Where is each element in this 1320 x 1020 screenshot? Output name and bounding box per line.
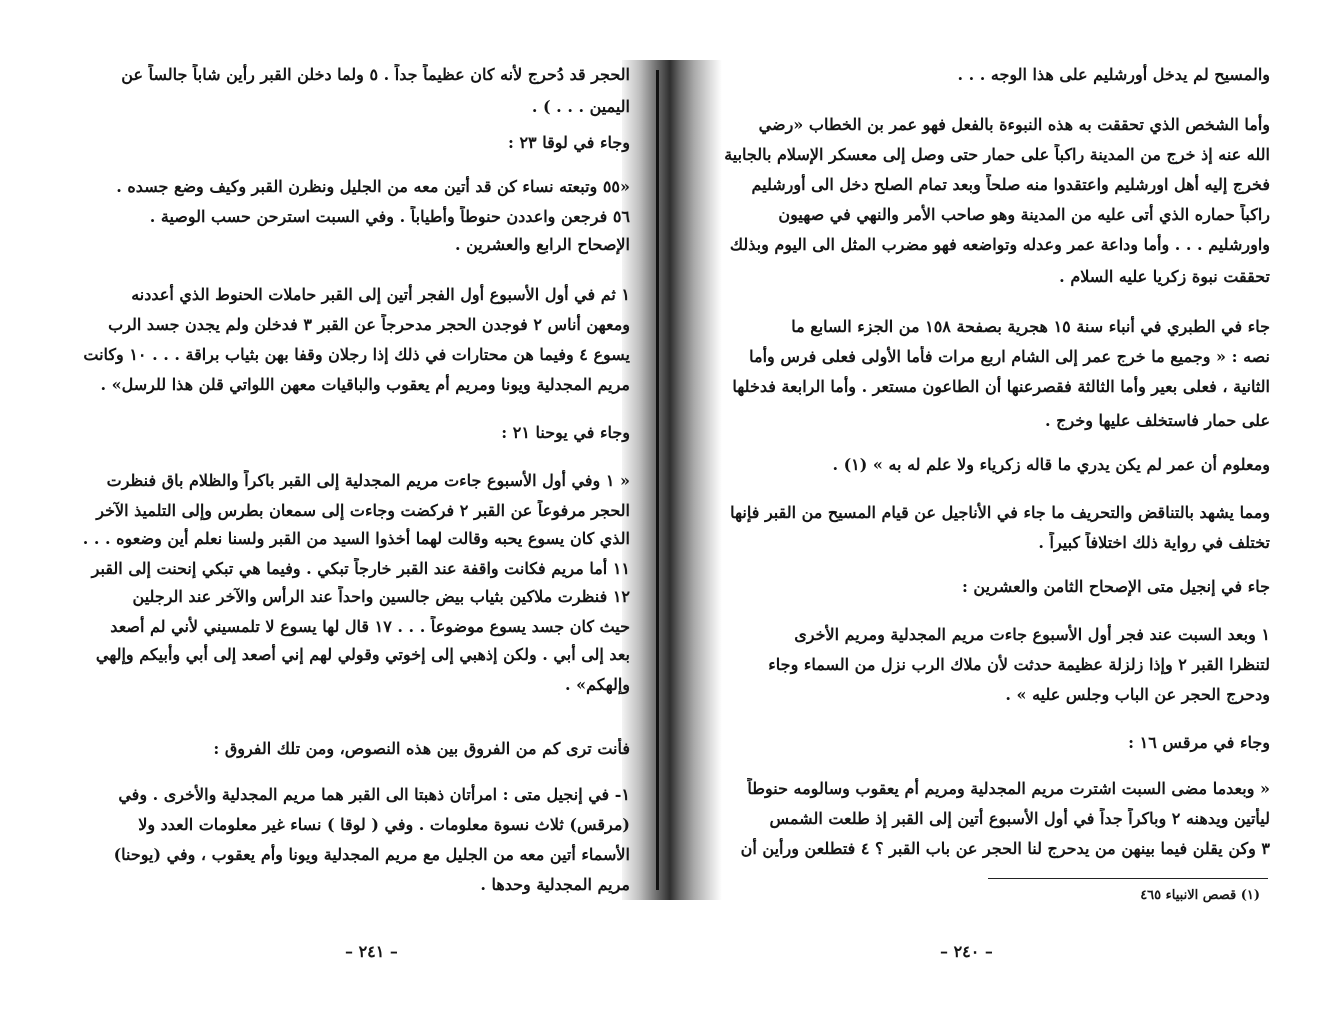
left-line-5: ٥٦ فرجعن واعددن حنوطاً وأطياباً . وفي السبت استرحن حسب الوصية . <box>149 207 630 226</box>
right-line-11: على حمار فاستخلف عليها وخرج . <box>1045 411 1270 430</box>
left-line-23: الأسماء أتين معه من الجليل مع مريم المجدلية ويونا وأم يعقوب ، وفي (يوحنا) <box>113 845 630 864</box>
left-line-3: وجاء في لوقا ٢٣ : <box>507 133 630 152</box>
left-line-21: ١- في إنجيل متى : امرأتان ذهبتا الى القبر هما مريم المجدلية والأخرى . وفي <box>118 785 630 804</box>
left-line-9: يسوع ٤ وفيما هن محتارات في ذلك إذا رجلان وقفا بهن بثياب براقة . . . ١٠ وكانت <box>83 345 630 364</box>
left-line-22: (مرقس) ثلاث نسوة معلومات . وفي ( لوقا ) نساء غير معلومات العدد ولا <box>138 815 630 834</box>
left-line-17: حيث كان جسد يسوع موضوعاً . . . ١٧ قال لها يسوع لا تلمسيني لأني لم أصعد <box>110 617 630 636</box>
right-line-12: ومعلوم أن عمر لم يكن يدري ما قاله زكرياء ولا علم له به » (١) . <box>832 455 1270 474</box>
right-line-8: جاء في الطبري في أنباء سنة ١٥ هجرية بصفحة ١٥٨ من الجزء السابع ما <box>791 317 1270 336</box>
right-page-number: – ٢٤٠ – <box>940 942 993 961</box>
right-line-9: نصه : « وجميع ما خرج عمر إلى الشام اربع مرات فأما الأولى فعلى فرس وأما <box>749 347 1270 366</box>
left-line-11: وجاء في يوحنا ٢١ : <box>501 423 630 442</box>
right-line-17: لتنظرا القبر ٢ وإذا زلزلة عظيمة حدثت لأن ملاك الرب نزل من السماء وجاء <box>768 655 1270 674</box>
left-line-14: الذي كان يسوع يحبه وقالت لهما أخذوا السيد من القبر ولسنا نعلم أين وضعوه . . . <box>82 529 630 548</box>
right-line-19: وجاء في مرقس ١٦ : <box>1128 733 1270 752</box>
left-line-8: ومعهن أناس ٢ فوجدن الحجر مدحرجاً عن القبر ٣ فدخلن ولم يجدن جسد الرب <box>108 315 630 334</box>
left-line-2: اليمين . . . ) . <box>531 97 630 116</box>
left-page-number: – ٢٤١ – <box>345 942 398 961</box>
left-line-13: الحجر مرفوعاً عن القبر ٢ فركضت وجاءت إلى سمعان بطرس وإلى التلميذ الآخر <box>96 501 630 520</box>
left-line-6: الإصحاح الرابع والعشرين . <box>454 235 630 254</box>
right-line-5: راكباً حماره الذي أتى عليه من المدينة وهو صاحب الأمر والنهي في صهيون <box>778 205 1270 224</box>
right-line-10: الثانية ، فعلى بعير وأما الثالثة فقصرعنها أن الطاعون مستعر . وأما الرابعة فدخلها <box>732 377 1270 396</box>
left-page <box>0 0 650 1020</box>
right-line-1: والمسيح لم يدخل أورشليم على هذا الوجه . . . <box>957 65 1270 84</box>
left-line-1: الحجر قد دُحرج لأنه كان عظيماً جداً . ٥ ولما دخلن القبر رأين شاباً جالساً عن <box>121 65 630 84</box>
left-line-7: ١ ثم في أول الأسبوع أول الفجر أتين إلى القبر حاملات الحنوط الذي أعددنه <box>131 285 630 304</box>
footnote: (١) قصص الانبياء ٤٦٥ <box>1140 888 1260 903</box>
left-line-15: ١١ أما مريم فكانت واقفة عند القبر خارجاً تبكي . وفيما هي تبكي إنحنت إلى القبر <box>91 559 630 578</box>
left-line-12: « ١ وفي أول الأسبوع جاءت مريم المجدلية إلى القبر باكراً والظلام باق فنظرت <box>106 471 630 490</box>
footnote-divider <box>988 878 1268 879</box>
right-line-18: ودحرج الحجر عن الباب وجلس عليه » . <box>1005 685 1270 704</box>
left-line-4: «٥٥ وتبعته نساء كن قد أتين معه من الجليل ونظرن القبر وكيف وضع جسده . <box>116 177 630 196</box>
right-line-2: وأما الشخص الذي تحققت به هذه النبوءة بالفعل فهو عمر بن الخطاب «رضي <box>758 115 1270 134</box>
left-line-18: بعد إلى أبي . ولكن إذهبي إلى إخوتي وقولي لهم إني أصعد إلى أبي وأبيكم وإلهي <box>95 645 630 664</box>
right-line-16: ١ وبعد السبت عند فجر أول الأسبوع جاءت مريم المجدلية ومريم الأخرى <box>794 625 1270 644</box>
book-spine-line <box>656 70 659 890</box>
right-line-7: تحققت نبوة زكريا عليه السلام . <box>1059 267 1270 286</box>
right-line-15: جاء في إنجيل متى الإصحاح الثامن والعشرين : <box>961 577 1270 596</box>
right-line-13: ومما يشهد بالتناقض والتحريف ما جاء في الأناجيل عن قيام المسيح من القبر فإنها <box>730 503 1270 522</box>
left-line-24: مريم المجدلية وحدها . <box>480 875 630 894</box>
left-line-20: فأنت ترى كم من الفروق بين هذه النصوص، ومن تلك الفروق : <box>213 739 630 758</box>
right-line-22: ٣ وكن يقلن فيما بينهن من يدحرج لنا الحجر عن باب القبر ؟ ٤ فتطلعن ورأين أن <box>740 839 1270 858</box>
left-line-10: مريم المجدلية ويونا ومريم أم يعقوب والباقيات معهن اللواتي قلن هذا للرسل» . <box>100 375 630 394</box>
right-page <box>700 0 1320 1020</box>
right-line-21: ليأتين ويدهنه ٢ وباكراً جداً في أول الأسبوع أتين إلى القبر إذ طلعت الشمس <box>769 809 1270 828</box>
right-line-20: « وبعدما مضى السبت اشترت مريم المجدلية ومريم أم يعقوب وسالومه حنوطاً <box>747 779 1270 798</box>
right-line-6: واورشليم . . . وأما وداعة عمر وعدله وتواضعه فهو مضرب المثل الى اليوم وبذلك <box>729 235 1270 254</box>
right-line-3: الله عنه إذ خرج من المدينة راكباً على حمار حتى وصل إلى معسكر الإسلام بالجابية <box>724 145 1270 164</box>
right-line-4: فخرج إليه أهل اورشليم واعتقدوا منه صلحاً وبعد تمام الصلح دخل الى أورشليم <box>751 175 1270 194</box>
left-line-16: ١٢ فنظرت ملاكين بثياب بيض جالسين واحداً عند الرأس والآخر عند الرجلين <box>132 587 630 606</box>
right-line-14: تختلف في رواية ذلك اختلافاً كبيراً . <box>1038 533 1270 552</box>
left-line-19: وإلهكم» . <box>564 675 630 694</box>
